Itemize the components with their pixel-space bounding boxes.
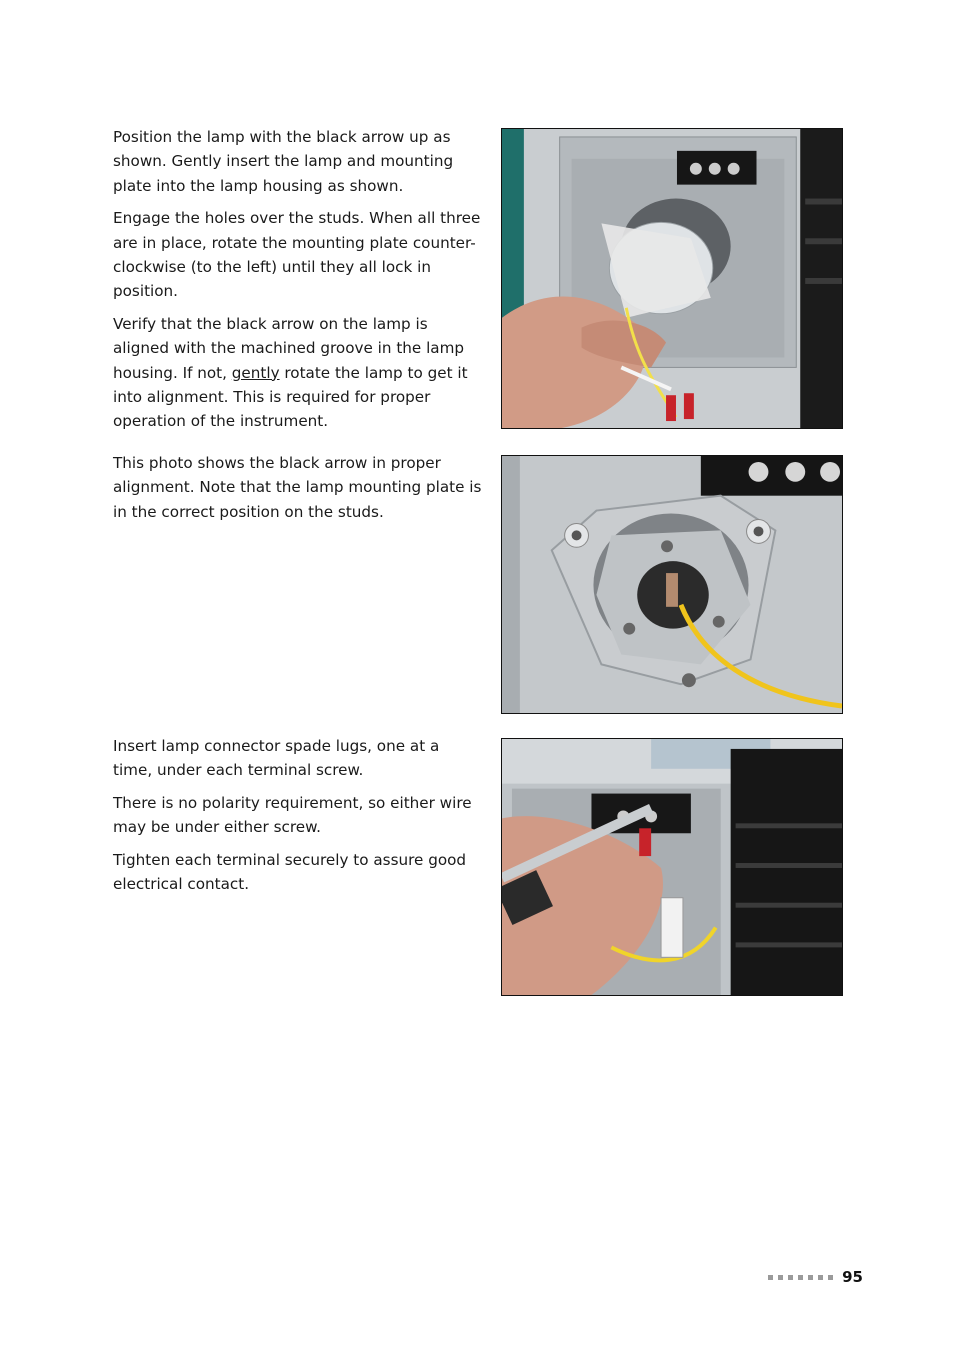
emphasis-gently: gently [231,363,280,382]
section-1-text [113,125,483,442]
photo-tightening-terminals [501,738,843,996]
photo-inserting-lamp [501,128,843,429]
page-marker-dot [778,1275,783,1280]
instruction-no-polarity: There is no polarity requirement, so either wire may be under either screw. [113,794,472,837]
section-2-text [113,451,483,532]
instruction-position-lamp: Position the lamp with the black arrow up as shown. Gently insert the lamp and mounting plate into the lamp housing as shown. [113,128,454,195]
page-marker-dot [788,1275,793,1280]
page-marker-dot [808,1275,813,1280]
page-marker-dot [828,1275,833,1280]
photo-arrow-alignment [501,455,843,714]
page-footer [768,1268,863,1286]
page-number: 95 [842,1268,863,1286]
instruction-verify-arrow: Verify that the black arrow on the lamp is aligned with the machined groove in the lamp housing. If not, gently rotate the lamp to get it into alignment. This is required for proper operation of the instrument. [113,315,468,431]
instruction-arrow-alignment: This photo shows the black arrow in proper alignment. Note that the lamp mounting plate is in the correct position on the studs. [113,454,482,521]
photo-arrow-alignment-illustration [502,456,842,713]
instruction-tighten-terminal: Tighten each terminal securely to assure good electrical contact. [113,851,467,894]
section-3-text [113,734,483,905]
instruction-insert-lugs: Insert lamp connector spade lugs, one at a time, under each terminal screw. [113,737,440,780]
photo-tightening-terminals-illustration [502,739,842,995]
page-marker-dot [768,1275,773,1280]
page-marker-dot [818,1275,823,1280]
instruction-engage-holes: Engage the holes over the studs. When all three are in place, rotate the mounting plate counter-clockwise (to the left) until they all lock in position. [113,209,481,301]
photo-inserting-lamp-illustration [502,129,842,428]
page-marker-dot [798,1275,803,1280]
